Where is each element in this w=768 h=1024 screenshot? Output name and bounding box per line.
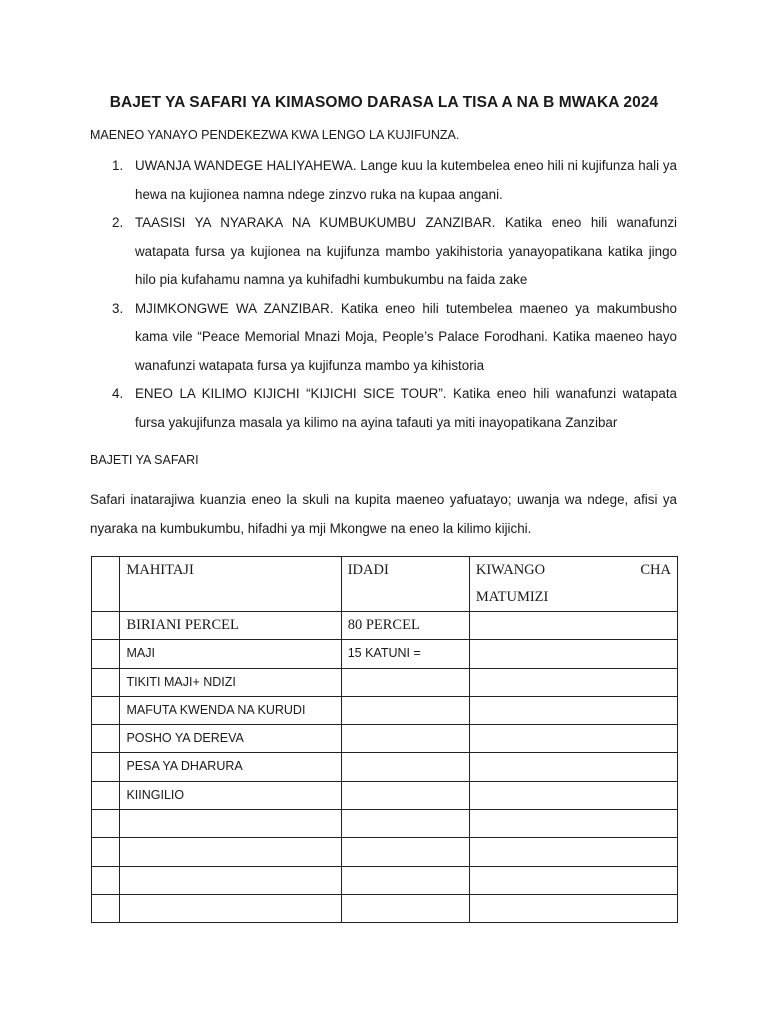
list-item xyxy=(90,209,677,295)
header-cost-word-1: KIWANGO xyxy=(475,562,546,578)
list-item xyxy=(90,295,677,381)
table-header-row xyxy=(92,557,678,612)
qty-cell xyxy=(341,668,469,696)
row-number-cell xyxy=(92,612,120,640)
table-row xyxy=(92,725,678,753)
list-item-number: 2. xyxy=(112,215,124,230)
item-cell: MAJI xyxy=(120,640,341,668)
row-number-cell xyxy=(92,696,120,724)
item-cell: BIRIANI PERCEL xyxy=(120,612,341,640)
table-row xyxy=(92,668,678,696)
qty-cell xyxy=(341,838,469,866)
destination-list xyxy=(90,152,677,437)
qty-cell: 15 KATUNI = xyxy=(341,640,469,668)
qty-cell xyxy=(341,696,469,724)
qty-cell xyxy=(341,866,469,894)
cost-cell xyxy=(469,838,677,866)
qty-cell: 80 PERCEL xyxy=(341,612,469,640)
header-cell-number xyxy=(92,557,120,612)
header-cell-qty: IDADI xyxy=(341,557,469,612)
item-cell: PESA YA DHARURA xyxy=(120,753,341,781)
table-row xyxy=(92,781,678,809)
list-item-text: TAASISI YA NYARAKA NA KUMBUKUMBU ZANZIBAR. Katika eneo hili wanafunzi watapata fursa ya kujionea na kujifunza mambo yakihistoria yanayopatikana katika jingo hilo pia kufahamu namna ya kuhifadhi kumbukumbu na faida zake xyxy=(135,215,677,287)
header-cost-word-3: MATUMIZI xyxy=(475,589,549,605)
item-cell: MAFUTA KWENDA NA KURUDI xyxy=(120,696,341,724)
table-row xyxy=(92,753,678,781)
document-title: BAJET YA SAFARI YA KIMASOMO DARASA LA TISA A NA B MWAKA 2024 xyxy=(109,94,659,111)
item-cell: KIINGILIO xyxy=(120,781,341,809)
list-item-number: 4. xyxy=(112,386,124,401)
header-cell-cost xyxy=(469,557,677,612)
cost-cell xyxy=(469,810,677,838)
row-number-cell xyxy=(92,866,120,894)
row-number-cell xyxy=(92,753,120,781)
list-item xyxy=(90,380,677,437)
item-cell xyxy=(120,810,341,838)
table-row xyxy=(92,866,678,894)
cost-cell xyxy=(469,753,677,781)
row-number-cell xyxy=(92,810,120,838)
item-cell xyxy=(120,838,341,866)
header-cost-word-2: CHA xyxy=(640,562,671,578)
list-item-text: UWANJA WANDEGE HALIYAHEWA. Lange kuu la kutembelea eneo hili ni kujifunza hali ya hewa na kujionea namna ndege zinzvo ruka na kupaa angani. xyxy=(135,158,677,202)
row-number-cell xyxy=(92,781,120,809)
list-item-number: 3. xyxy=(112,300,124,316)
item-cell: TIKITI MAJI+ NDIZI xyxy=(120,668,341,696)
table-row xyxy=(92,696,678,724)
row-number-cell xyxy=(92,894,120,922)
cost-cell xyxy=(469,612,677,640)
cost-cell xyxy=(469,696,677,724)
section-heading: BAJETI YA SAFARI xyxy=(90,453,199,467)
cost-cell xyxy=(469,781,677,809)
qty-cell xyxy=(341,810,469,838)
budget-table xyxy=(91,556,678,923)
item-cell xyxy=(120,866,341,894)
list-item xyxy=(90,152,677,209)
list-item-text: ENEO LA KILIMO KIJICHI “KIJICHI SICE TOUR”. Katika eneo hili wanafunzi watapata fursa yakujifunza masala ya kilimo na ayina tafauti ya miti inayopatikana Zanzibar xyxy=(135,386,677,430)
header-cell-item: MAHITAJI xyxy=(120,557,341,612)
row-number-cell xyxy=(92,668,120,696)
table-row xyxy=(92,894,678,922)
list-item-text: MJIMKONGWE WA ZANZIBAR. Katika eneo hili tutembelea maeneo ya makumbusho kama vile “Peace Memorial Mnazi Moja, People’s Palace Forodhani. Katika maeneo hayo wanafunzi watapata fursa ya kujifunza mambo ya kihistoria xyxy=(135,300,677,373)
qty-cell xyxy=(341,753,469,781)
table-row xyxy=(92,838,678,866)
table-row xyxy=(92,810,678,838)
cost-cell xyxy=(469,894,677,922)
item-cell xyxy=(120,894,341,922)
row-number-cell xyxy=(92,640,120,668)
cost-cell xyxy=(469,668,677,696)
item-cell: POSHO YA DEREVA xyxy=(120,725,341,753)
qty-cell xyxy=(341,781,469,809)
list-item-number: 1. xyxy=(112,158,124,173)
qty-cell xyxy=(341,725,469,753)
cost-cell xyxy=(469,866,677,894)
cost-cell xyxy=(469,725,677,753)
row-number-cell xyxy=(92,838,120,866)
cost-cell xyxy=(469,640,677,668)
table-row xyxy=(92,612,678,640)
document-subtitle: MAENEO YANAYO PENDEKEZWA KWA LENGO LA KUJIFUNZA. xyxy=(90,128,460,142)
table-row xyxy=(92,640,678,668)
intro-paragraph: Safari inatarajiwa kuanzia eneo la skuli na kupita maeneo yafuatayo; uwanja wa ndege, afisi ya nyaraka na kumbukumbu, hifadhi ya mji Mkongwe na eneo la kilimo kijichi. xyxy=(90,492,677,536)
qty-cell xyxy=(341,894,469,922)
row-number-cell xyxy=(92,725,120,753)
